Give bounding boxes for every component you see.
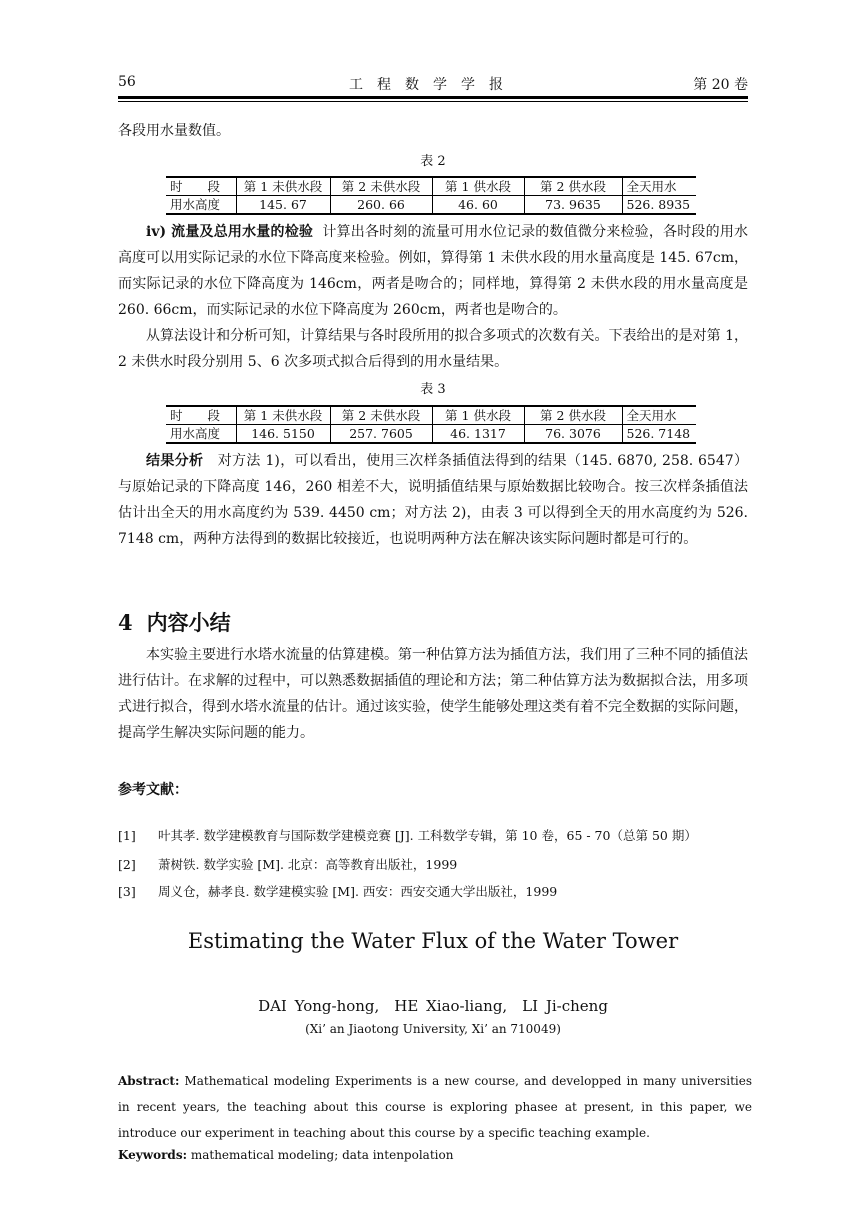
keywords-label: Keywords: [118,1148,188,1162]
reference-item [118,855,758,873]
references-title: 参考文献： [118,782,188,798]
table3-cell: 146. 5150 [236,425,330,444]
paragraph-text: 对方法 1)，可以看出，使用三次样条插值法得到的结果（145. 6870, 258. 6547）与原始记录的下降高度 146，260 相差不大，说明插值结果与原始数据比较吻合。按三次样条插值法估计出全天的用水高度约为 539. 4450 cm；对方法 2)，由表 3 可以得到全天的用水高度约为 526. 7148 cm，两种方法得到的数据比较接近，也说明两种方法在解决该实际问题时都是可行的。 [118,453,748,547]
table3-data-row [166,425,696,444]
paragraph-lead: iv) 流量及总用水量的检验 [146,224,314,240]
table2-cell: 260. 66 [330,196,432,215]
table2-cell: 145. 67 [236,196,330,215]
table3-header-cell: 第 2 供水段 [524,406,622,425]
paragraph-flux-check [118,219,748,323]
table2-caption: 表 2 [420,154,446,169]
table2-cell: 73. 9635 [524,196,622,215]
paragraph-summary: 本实验主要进行水塔水流量的估算建模。第一种估算方法为插值方法，我们用了三种不同的插值法进行估计。在求解的过程中，可以熟悉数据插值的理论和方法；第二种估算方法为数据拟合法，用多项式进行拟合，得到水塔水流量的估计。通过该实验，使学生能够处理这类有着不完全数据的实际问题，提高学生解决实际问题的能力。 [118,647,748,741]
table2-cell: 46. 60 [432,196,524,215]
keywords-text: mathematical modeling; data intenpolation [190,1148,454,1162]
reference-item [118,882,758,900]
table2-cell: 用水高度 [166,196,236,215]
table3-header-cell: 第 1 未供水段 [236,406,330,425]
table2-header-cell: 全天用水 [622,177,696,196]
table2-header-row [166,177,696,196]
table2-header-cell: 第 2 未供水段 [330,177,432,196]
table2-header-cell: 第 1 未供水段 [236,177,330,196]
table3-header-cell: 第 2 未供水段 [330,406,432,425]
table-3 [166,405,696,444]
abstract-label: Abstract: [118,1074,180,1088]
table3-header-cell: 时 段 [166,406,236,425]
abstract-text: Mathematical modeling Experiments is a new course, and developped in many universities in recent years, the teaching about this course is exploring phasee at present, in this paper, we introduce our experiment in teaching about this course by a specific teaching example. [118,1074,752,1140]
english-authors: DAI Yong-hong, HE Xiao-liang, LI Ji-cheng [258,997,608,1015]
table3-header-row [166,406,696,425]
paragraph-result-analysis [118,448,748,552]
table2-cell: 526. 8935 [622,196,696,215]
volume-label: 第 20 卷 [693,77,748,93]
table3-caption: 表 3 [420,382,446,397]
table2-header-cell: 时 段 [166,177,236,196]
reference-number: [1] [118,828,136,843]
paragraph-lead: 结果分析 [146,453,204,469]
table3-cell: 526. 7148 [622,425,696,444]
paragraph-fit-degree: 从算法设计和分析可知，计算结果与各时段所用的拟合多项式的次数有关。下表给出的是对第 1，2 未供水时段分别用 5、6 次多项式拟合后得到的用水量结果。 [118,328,748,370]
reference-number: [2] [118,857,136,872]
english-affiliation: (Xi’ an Jiaotong University, Xi’ an 710049) [305,1022,561,1036]
page-number: 56 [118,74,136,90]
reference-text: 周义仓，赫孝良. 数学建模实验 [M]. 西安：西安交通大学出版社，1999 [158,884,558,899]
reference-item [118,826,758,844]
header-rule-thick [118,96,748,99]
reference-text: 叶其孝. 数学建模教育与国际数学建模竞赛 [J]. 工科数学专辑，第 10 卷，65 - 70（总第 50 期） [158,828,697,843]
section-number: 4 [118,610,133,635]
table2-header-cell: 第 1 供水段 [432,177,524,196]
table3-header-cell: 全天用水 [622,406,696,425]
table3-cell: 用水高度 [166,425,236,444]
table3-cell: 257. 7605 [330,425,432,444]
section-heading [118,607,231,637]
english-keywords [118,1144,752,1166]
journal-title: 工程数学学报 [349,77,517,93]
section-title: 内容小结 [146,610,231,635]
table3-header-cell: 第 1 供水段 [432,406,524,425]
reference-text: 萧树铁. 数学实验 [M]. 北京：高等教育出版社，1999 [158,857,458,872]
page-header [118,72,748,96]
reference-number: [3] [118,884,136,899]
table3-cell: 46. 1317 [432,425,524,444]
english-abstract [118,1068,752,1146]
paragraph-text: 计算出各时刻的流量可用水位记录的数值微分来检验，各时段的用水高度可以用实际记录的水位下降高度来检验。例如，算得第 1 未供水段的用水量高度是 145. 67cm，而实际记录的水位下降高度为 146cm，两者是吻合的；同样地，算得第 2 未供水段的用水量高度是 260. 66cm，而实际记录的水位下降高度为 260cm，两者也是吻合的。 [118,224,749,318]
table2-data-row [166,196,696,215]
header-rule-thin [118,101,748,102]
table-2 [166,176,696,215]
english-title: Estimating the Water Flux of the Water Tower [187,929,679,953]
table3-cell: 76. 3076 [524,425,622,444]
table2-header-cell: 第 2 供水段 [524,177,622,196]
intro-line: 各段用水量数值。 [118,123,230,139]
